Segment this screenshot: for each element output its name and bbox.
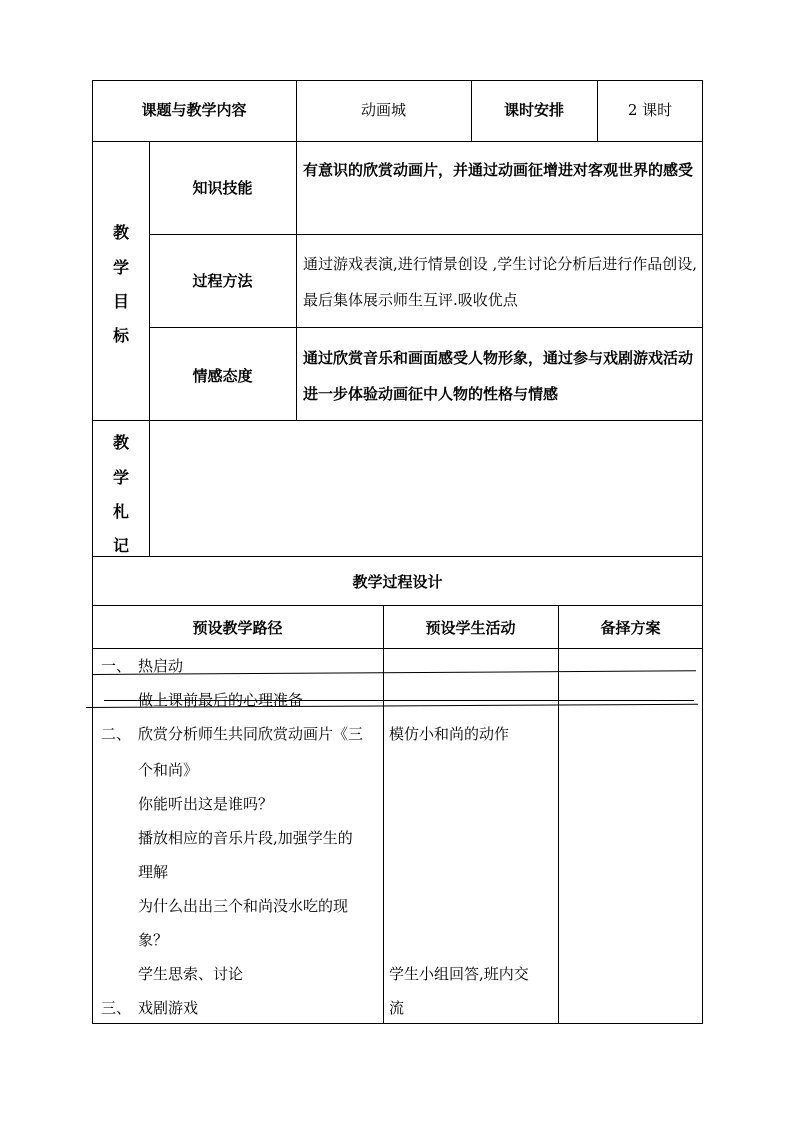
objectives-side-char: 目 — [112, 292, 129, 311]
hours-label: 课时安排 — [503, 101, 564, 119]
rule-obj-v2 — [296, 141, 297, 420]
objective-label-emotion: 情感态度 — [192, 367, 253, 385]
notes-side-char: 教 — [112, 433, 129, 452]
question-1: 你能听出这是谁吗？ — [138, 795, 274, 813]
objective-text-knowledge: 有意识的欣赏动画片，并通过动画征增进对客观世界的感受 — [303, 161, 694, 179]
objectives-side-char: 学 — [112, 258, 129, 277]
objectives-side-char: 标 — [112, 326, 129, 345]
notes-side-char: 学 — [112, 468, 129, 487]
section-2-line-1: 欣赏分析师生共同欣赏动画片《三 — [138, 725, 364, 743]
section-1-line: 做上课前最后的心理准备 — [138, 691, 304, 709]
rule-proc-v1 — [383, 605, 384, 1023]
section-1-title: 热启动 — [138, 657, 184, 675]
question-3-line-2: 象？ — [138, 931, 169, 949]
notes-side-char: 记 — [112, 536, 129, 555]
question-3-line-1: 为什么出出三个和尚没水吃的现 — [138, 897, 349, 915]
rule-colhead-bottom — [92, 648, 703, 649]
student-activity-1: 模仿小和尚的动作 — [389, 725, 510, 743]
objective-text-process: 通过游戏表演,进行情景创设 ,学生讨论分析后进行作品创设,最后集体展示师生互评.吸收优点 — [303, 255, 698, 309]
section-2-number: 二、 — [101, 725, 132, 743]
objective-label-process: 过程方法 — [192, 272, 253, 290]
border-right — [702, 80, 703, 1024]
rule-header-bottom — [92, 141, 703, 142]
discussion-line: 学生思索、讨论 — [138, 965, 244, 983]
rule-obj-h2 — [149, 327, 703, 328]
rule-proc-v2 — [558, 605, 559, 1023]
section-1-number: 一、 — [101, 657, 132, 675]
objective-label-knowledge: 知识技能 — [192, 179, 253, 197]
notes-area[interactable] — [150, 421, 702, 556]
notes-side-char: 札 — [112, 502, 129, 521]
objective-text-emotion: 通过欣赏音乐和画面感受人物形象，通过参与戏剧游戏活动进一步体验动画征中人物的性格与情感 — [303, 349, 694, 403]
border-left — [92, 80, 93, 1024]
rule-obj-h1 — [149, 234, 703, 235]
column-header-alternative: 备择方案 — [600, 619, 661, 637]
hours-value: 2 课时 — [627, 101, 673, 119]
question-2-line-2: 理解 — [138, 863, 169, 881]
section-2-line-2: 个和尚》 — [138, 761, 199, 779]
objectives-side-char: 教 — [112, 223, 129, 242]
column-header-student: 预设学生活动 — [425, 619, 516, 637]
border-bottom — [92, 1023, 703, 1024]
topic-value: 动画城 — [360, 101, 406, 119]
rule-notes-bottom — [92, 556, 703, 557]
column-header-path: 预设教学路径 — [192, 619, 283, 637]
process-title: 教学过程设计 — [352, 573, 443, 591]
student-activity-2-line-2: 流 — [389, 999, 405, 1017]
topic-label: 课题与教学内容 — [141, 101, 247, 119]
border-top — [92, 80, 703, 81]
question-2-line-1: 播放相应的音乐片段,加强学生的 — [138, 829, 353, 847]
rule-title-bottom — [92, 605, 703, 606]
student-activity-2-line-1: 学生小组回答,班内交 — [389, 965, 529, 983]
section-3-number: 三、 — [101, 999, 132, 1017]
section-3-title: 戏剧游戏 — [138, 999, 199, 1017]
